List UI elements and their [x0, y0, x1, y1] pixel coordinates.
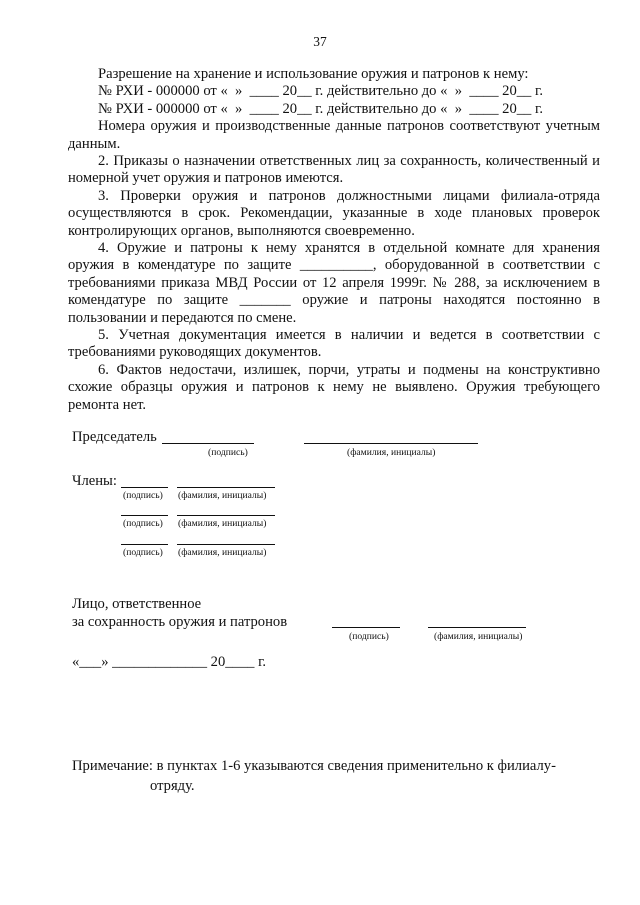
chairman-signature-caption: (подпись)	[208, 447, 248, 458]
responsible-name-line	[428, 627, 526, 628]
member-3-signature-line	[121, 544, 168, 545]
item-3: 3. Проверки оружия и патронов должностными лицами филиала-отряда осуществляются в срок. Рекомендации, указанные в ходе плановых проверок контролирующих органов, выполняются своевременно.	[68, 187, 600, 239]
member-2-name-line	[177, 515, 275, 516]
report-items	[68, 153, 600, 414]
page-number: 37	[313, 34, 327, 49]
member-1-name-line	[177, 487, 275, 488]
member-1-name-caption: (фамилия, инициалы)	[178, 490, 267, 501]
member-3-signature-caption: (подпись)	[123, 547, 163, 558]
note-line-2: отряду.	[150, 778, 195, 794]
members-label: Члены:	[72, 473, 117, 489]
member-3-name-line	[177, 544, 275, 545]
item-5: 5. Учетная документация имеется в наличии и ведется в соответствии с требованиями руководящих документов.	[68, 327, 600, 361]
chairman-label: Председатель	[72, 429, 157, 445]
member-1-signature-line	[121, 487, 168, 488]
permit-line-2: № РХИ - 000000 от « » ____ 20__ г. действительно до « » ____ 20__ г.	[98, 100, 543, 117]
permit-section	[68, 66, 600, 153]
responsible-label-line-1: Лицо, ответственное	[72, 596, 202, 612]
member-2-signature-caption: (подпись)	[123, 518, 163, 529]
item-4: 4. Оружие и патроны к нему хранятся в отдельной комнате для хранения оружия в комендатуре по защите __________, оборудованной в соответствии с требованиями приказа МВД России от 12 апреля 1999г. № 288, за исключением в комендатуре по защите _______ оружие и патроны находятся постоянно в пользовании и передаются по смене.	[68, 240, 600, 326]
note	[72, 756, 592, 796]
chairman-signature-line	[162, 443, 254, 444]
date-line: «___» _____________ 20____ г.	[72, 654, 267, 670]
permit-title: Разрешение на хранение и использование оружия и патронов к нему:	[98, 66, 529, 82]
member-2-name-caption: (фамилия, инициалы)	[178, 518, 267, 529]
responsible-signature-caption: (подпись)	[349, 631, 389, 642]
member-1-signature-caption: (подпись)	[123, 490, 163, 501]
item-6: 6. Фактов недостачи, излишек, порчи, утраты и подмены на конструктивно схожие образцы оружия и патронов к нему не выявлено. Оружия требующего ремонта нет.	[68, 361, 600, 413]
permit-numbers-text: Номера оружия и производственные данные патронов соответствуют учетным данным.	[68, 118, 600, 152]
chairman-name-caption: (фамилия, инициалы)	[347, 447, 436, 458]
permit-line-1: № РХИ - 000000 от « » ____ 20__ г. действительно до « » ____ 20__ г.	[98, 83, 543, 100]
note-line-1: Примечание: в пунктах 1-6 указываются сведения применительно к филиалу-	[72, 758, 556, 774]
responsible-signature-line	[332, 627, 400, 628]
responsible-label-line-2: за сохранность оружия и патронов	[72, 614, 288, 630]
chairman-name-line	[304, 443, 478, 444]
item-2: 2. Приказы о назначении ответственных лиц за сохранность, количественный и номерной учет оружия и патронов имеются.	[68, 153, 600, 187]
member-2-signature-line	[121, 515, 168, 516]
responsible-name-caption: (фамилия, инициалы)	[434, 631, 523, 642]
member-3-name-caption: (фамилия, инициалы)	[178, 547, 267, 558]
